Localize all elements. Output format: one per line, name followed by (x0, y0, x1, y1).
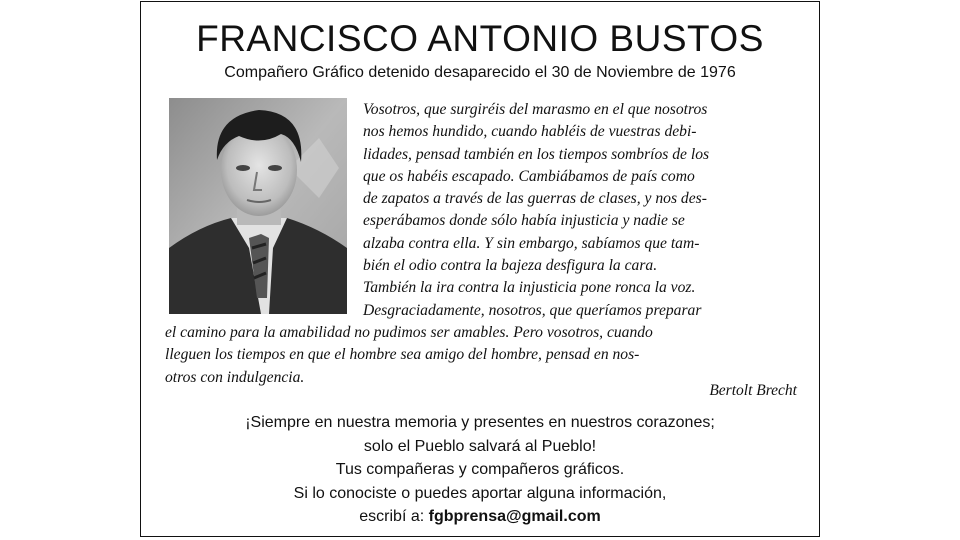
footer-line: Tus compañeras y compañeros gráficos. (335, 461, 625, 478)
memorial-notice (140, 1, 820, 537)
poem (165, 99, 803, 389)
poem-line: nos hemos hundido, cuando habléis de vuestras debi- (363, 123, 697, 141)
poem-line: alzaba contra ella. Y sin embargo, sabíamos que tam- (363, 234, 700, 252)
subtitle: Compañero Gráfico detenido desaparecido el 30 de Noviembre de 1976 (224, 64, 736, 81)
contact-email[interactable]: fgbprensa@gmail.com (428, 508, 601, 525)
poem-line: otros con indulgencia. (165, 368, 305, 386)
poem-line: de zapatos a través de las guerras de clases, y nos des- (363, 190, 707, 208)
poem-line: el camino para la amabilidad no pudimos ser amables. Pero vosotros, cuando (165, 323, 653, 341)
poem-line: que os habéis escapado. Cambiábamos de país como (363, 167, 695, 185)
poem-line: Desgraciadamente, nosotros, que queríamos preparar (363, 301, 702, 319)
poem-line: lidades, pensad también en los tiempos sombríos de los (363, 145, 710, 163)
poem-author: Bertolt Brecht (709, 382, 797, 399)
footer-line: Si lo conociste o puedes aportar alguna información, (293, 484, 667, 502)
poem-line: También la ira contra la injusticia pone ronca la voz. (363, 279, 696, 297)
poem-line: esperábamos donde sólo había injusticia y nadie se (363, 212, 685, 230)
page-title: FRANCISCO ANTONIO BUSTOS (196, 18, 764, 59)
contact-prefix: escribí a: (359, 508, 425, 525)
poem-line: bién el odio contra la bajeza desfigura la cara. (363, 257, 658, 275)
poem-line: Vosotros, que surgiréis del marasmo en el que nosotros (363, 101, 708, 118)
contact-line (141, 505, 819, 529)
footer-line: solo el Pueblo salvará al Pueblo! (363, 437, 597, 455)
poem-line: lleguen los tiempos en que el hombre sea amigo del hombre, pensad en nos- (165, 346, 640, 364)
footer-message (141, 411, 819, 529)
footer-line: ¡Siempre en nuestra memoria y presentes en nuestros corazones; (245, 414, 715, 431)
